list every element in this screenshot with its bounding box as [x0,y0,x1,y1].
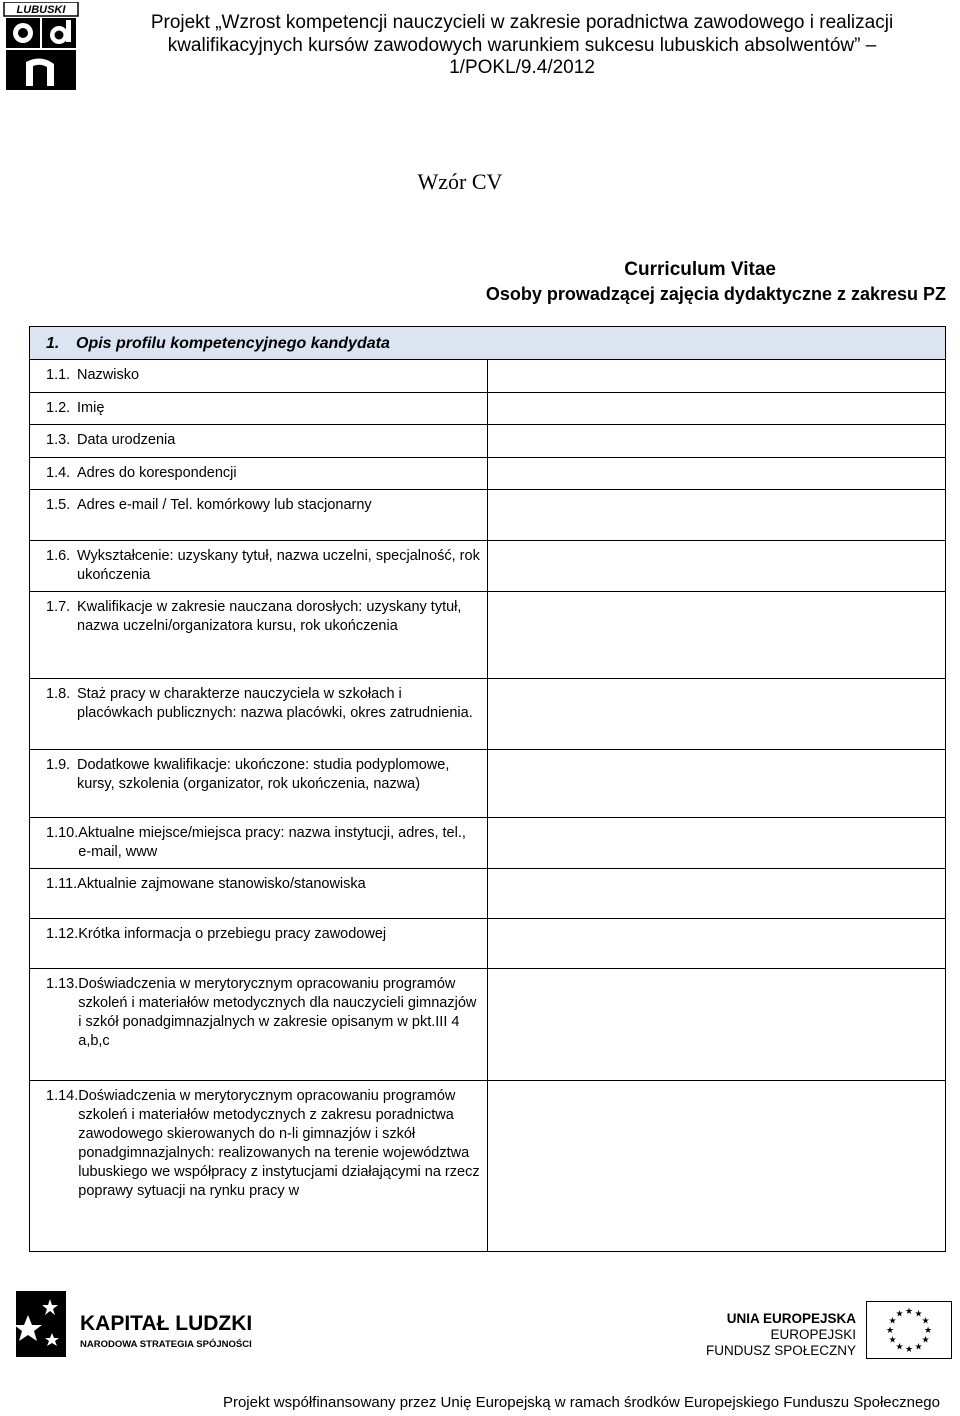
field-number: 1.3. [46,432,71,448]
field-label-cell [30,458,488,490]
kapital-subtitle: NARODOWA STRATEGIA SPÓJNOŚCI [80,1339,252,1350]
field-label: Doświadczenia w merytorycznym opracowaniu programów szkoleń i materiałów metodycznych dla nauczycieli gimnazjów i szkół ponadgimnazjalnych w zakresie opisanym w pkt.III 4 a,b,c [78,976,477,1049]
kapital-ludzki-logo [10,1285,270,1365]
eu-line: EUROPEJSKI [770,1327,856,1342]
field-label: Adres do korespondencji [77,465,237,481]
field-value-stanowisko[interactable] [488,869,946,919]
form-row [30,592,946,679]
field-value-doswiadczenia-poradnictwo[interactable] [488,1081,946,1252]
field-number: 1.8. [46,686,71,702]
field-value-dodatkowe-kwalifikacje[interactable] [488,750,946,818]
field-number: 1.4. [46,465,71,481]
form-row [30,919,946,969]
eu-star-icon: ★ [885,1326,895,1336]
field-label: Nazwisko [77,367,140,383]
field-label: Data urodzenia [77,432,176,448]
field-label-cell [30,919,488,969]
field-label-cell [30,393,488,425]
section-header-row [30,327,946,360]
field-label: Aktualne miejsce/miejsca pracy: nazwa instytucji, adres, tel., e-mail, www [78,825,466,860]
eu-star-icon: ★ [904,1307,914,1317]
field-label-cell [30,818,488,869]
field-label: Adres e-mail / Tel. komórkowy lub stacjonarny [77,497,372,513]
field-value-nazwisko[interactable] [488,360,946,393]
field-value-kwalifikacje[interactable] [488,592,946,679]
field-label-cell [30,1081,488,1252]
eu-star-icon: ★ [914,1309,923,1320]
eu-star-icon: ★ [921,1335,930,1346]
field-number: 1.5. [46,497,71,513]
eu-star-icon: ★ [904,1345,914,1355]
form-row [30,541,946,592]
field-label: Kwalifikacje w zakresie nauczana dorosłych: uzyskany tytuł, nazwa uczelni/organizatora kursu, rok ukończenia [77,599,462,634]
field-label: Wykształcenie: uzyskany tytuł, nazwa uczelni, specjalność, rok ukończenia [77,548,480,583]
eu-star-icon: ★ [914,1342,923,1353]
project-number: 1/POKL/9.4/2012 [449,57,595,78]
field-label-cell [30,969,488,1081]
form-row [30,818,946,869]
field-number: 1.9. [46,757,71,773]
field-value-wyksztalcenie[interactable] [488,541,946,592]
field-label: Dodatkowe kwalifikacje: ukończone: studia podyplomowe, kursy, szkolenia (organizator, rok ukończenia, nazwa) [77,757,450,792]
form-row [30,869,946,919]
cv-subtitle: Osoby prowadzącej zajęcia dydaktyczne z zakresu PZ [485,284,946,304]
form-row [30,360,946,393]
field-label: Krótka informacja o przebiegu pracy zawodowej [78,926,387,942]
field-label-cell [30,490,488,541]
svg-text:LUBUSKI: LUBUSKI [16,4,66,16]
cv-title: Curriculum Vitae [624,259,776,280]
field-label-cell [30,679,488,750]
field-value-miejsce-pracy[interactable] [488,818,946,869]
field-label: Doświadczenia w merytorycznym opracowaniu programów szkoleń i materiałów metodycznych z zakresu poradnictwa zawodowego skierowanych do n-li gimnazjów i szkół ponadgimnazjalnych: realizowanych na terenie województwa lubuskiego we współpracy z instytucjami działającymi na rzecz poprawy sytuacji na rynku pracy w [78,1088,480,1199]
field-value-staz-pracy[interactable] [488,679,946,750]
field-number: 1.6. [46,548,71,564]
project-header-line: kwalifikacyjnych kursów zawodowych warunkiem sukcesu lubuskich absolwentów” – [167,34,877,56]
section-title: Opis profilu kompetencyjnego kandydata [76,335,390,352]
eu-star-icon: ★ [888,1316,897,1327]
form-row [30,458,946,490]
field-label-cell [30,360,488,393]
eu-star-icon: ★ [895,1342,904,1353]
kapital-title: KAPITAŁ LUDZKI [80,1312,253,1335]
document-title: Wzór CV [417,169,503,194]
eu-star-icon: ★ [895,1309,904,1320]
field-number: 1.7. [46,599,71,615]
field-number: 1.12. [46,926,79,942]
form-row [30,750,946,818]
field-value-kontakt[interactable] [488,490,946,541]
eu-star-icon: ★ [923,1326,933,1336]
field-label-cell [30,750,488,818]
section-header-cell [30,327,946,360]
eu-label [700,1311,856,1359]
footer-logos [0,1285,960,1365]
project-header [84,12,960,80]
field-number: 1.11. [46,876,78,892]
project-header-line: Projekt „Wzrost kompetencji nauczycieli w zakresie poradnictwa zawodowego i realizacji [150,12,894,33]
field-number: 1.2. [46,400,71,416]
field-number: 1.13. [46,976,79,992]
field-value-imie[interactable] [488,393,946,425]
cv-form-table [29,326,946,1252]
lubuski-odn-logo [2,2,80,92]
section-number: 1. [46,335,60,352]
eu-star-icon: ★ [888,1335,897,1346]
field-label: Imię [77,400,105,416]
field-label: Staż pracy w charakterze nauczyciela w szkołach i placówkach publicznych: nazwa placówki, okres zatrudnienia. [77,686,473,721]
field-label-cell [30,869,488,919]
form-row [30,969,946,1081]
funding-note: Projekt współfinansowany przez Unię Europejską w ramach środków Europejskiego Funduszu Społecznego [222,1394,940,1411]
eu-line: UNIA EUROPEJSKA [726,1311,856,1326]
field-number: 1.14. [46,1088,79,1104]
eu-flag-icon [866,1301,952,1359]
form-row [30,1081,946,1252]
field-number: 1.1. [46,367,71,383]
field-label: Aktualnie zajmowane stanowisko/stanowiska [77,876,366,892]
form-row [30,490,946,541]
field-value-przebieg-pracy[interactable] [488,919,946,969]
eu-star-icon: ★ [921,1316,930,1327]
field-value-adres[interactable] [488,458,946,490]
form-row [30,393,946,425]
field-label-cell [30,425,488,458]
field-label-cell [30,541,488,592]
field-value-doswiadczenia-programy[interactable] [488,969,946,1081]
field-label-cell [30,592,488,679]
form-row [30,425,946,458]
form-row [30,679,946,750]
field-value-data-urodzenia[interactable] [488,425,946,458]
field-number: 1.10. [46,825,79,841]
eu-line: FUNDUSZ SPOŁECZNY [705,1343,856,1358]
cv-heading [0,258,946,306]
